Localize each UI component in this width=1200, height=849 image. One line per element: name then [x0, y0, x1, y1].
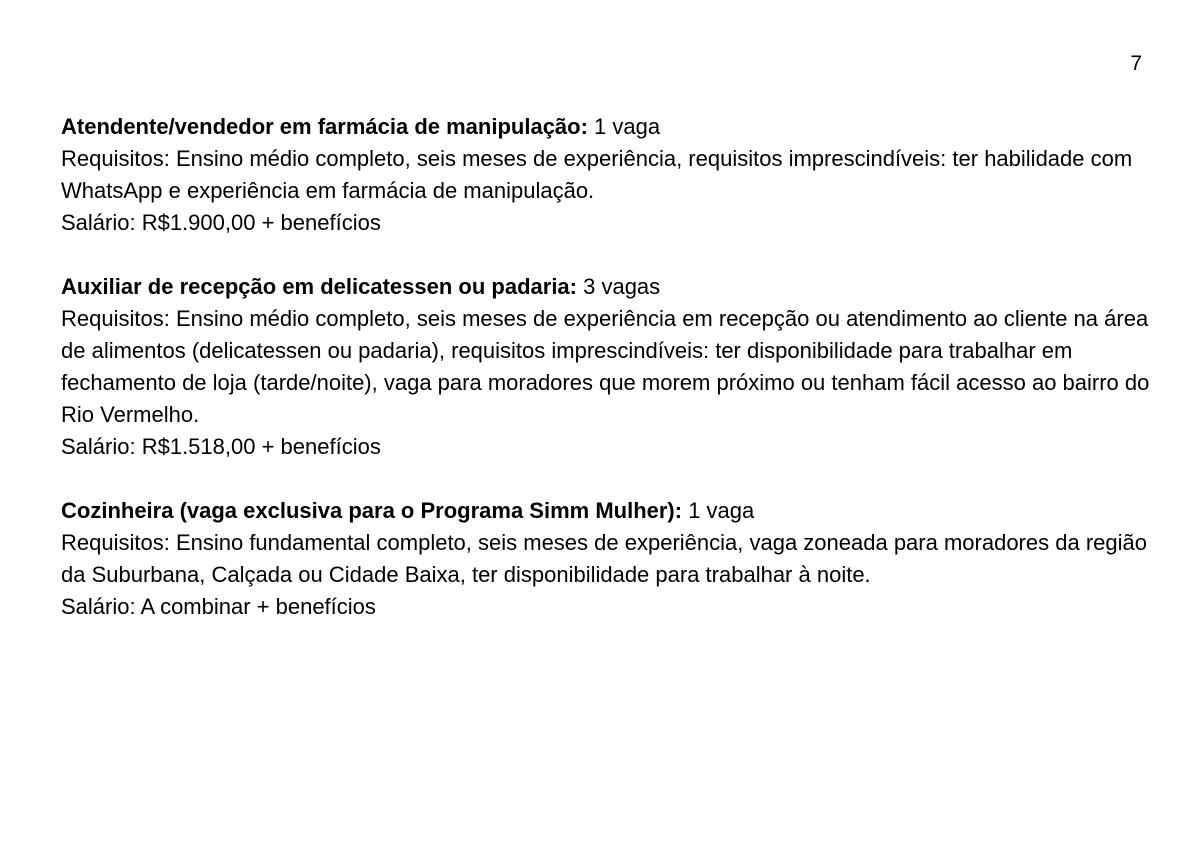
job-title: Atendente/vendedor em farmácia de manipulação: — [61, 114, 588, 139]
job-listings — [61, 111, 1151, 655]
job-listing — [61, 495, 1151, 623]
job-listing — [61, 271, 1151, 463]
job-heading — [61, 111, 1151, 143]
job-salary: Salário: A combinar + benefícios — [61, 594, 376, 619]
page-number: 7 — [1130, 52, 1142, 75]
job-requirements: Requisitos: Ensino fundamental completo, seis meses de experiência, vaga zoneada para moradores da região da Suburbana, Calçada ou Cidade Baixa, ter disponibilidade para trabalhar à noite. — [61, 530, 1147, 587]
job-heading — [61, 271, 1151, 303]
job-openings: 1 vaga — [587, 114, 661, 139]
job-title: Cozinheira (vaga exclusiva para o Programa Simm Mulher): — [61, 498, 683, 523]
job-salary: Salário: R$1.518,00 + benefícios — [61, 434, 381, 459]
job-requirements: Requisitos: Ensino médio completo, seis meses de experiência em recepção ou atendimento ao cliente na área de alimentos (delicatessen ou padaria), requisitos imprescindíveis: ter disponibilidade para trabalhar em fechamento de loja (tarde/noite), vaga para moradores que morem próximo ou tenham fácil acesso ao bairro do Rio Vermelho. — [61, 306, 1150, 427]
job-listing — [61, 111, 1151, 239]
job-openings: 1 vaga — [682, 498, 755, 523]
job-openings: 3 vagas — [577, 274, 661, 299]
job-requirements: Requisitos: Ensino médio completo, seis meses de experiência, requisitos imprescindíveis: ter habilidade com WhatsApp e experiência em farmácia de manipulação. — [61, 146, 1133, 203]
job-title: Auxiliar de recepção em delicatessen ou padaria: — [61, 274, 577, 299]
job-salary: Salário: R$1.900,00 + benefícios — [61, 210, 381, 235]
job-heading — [61, 495, 1151, 527]
